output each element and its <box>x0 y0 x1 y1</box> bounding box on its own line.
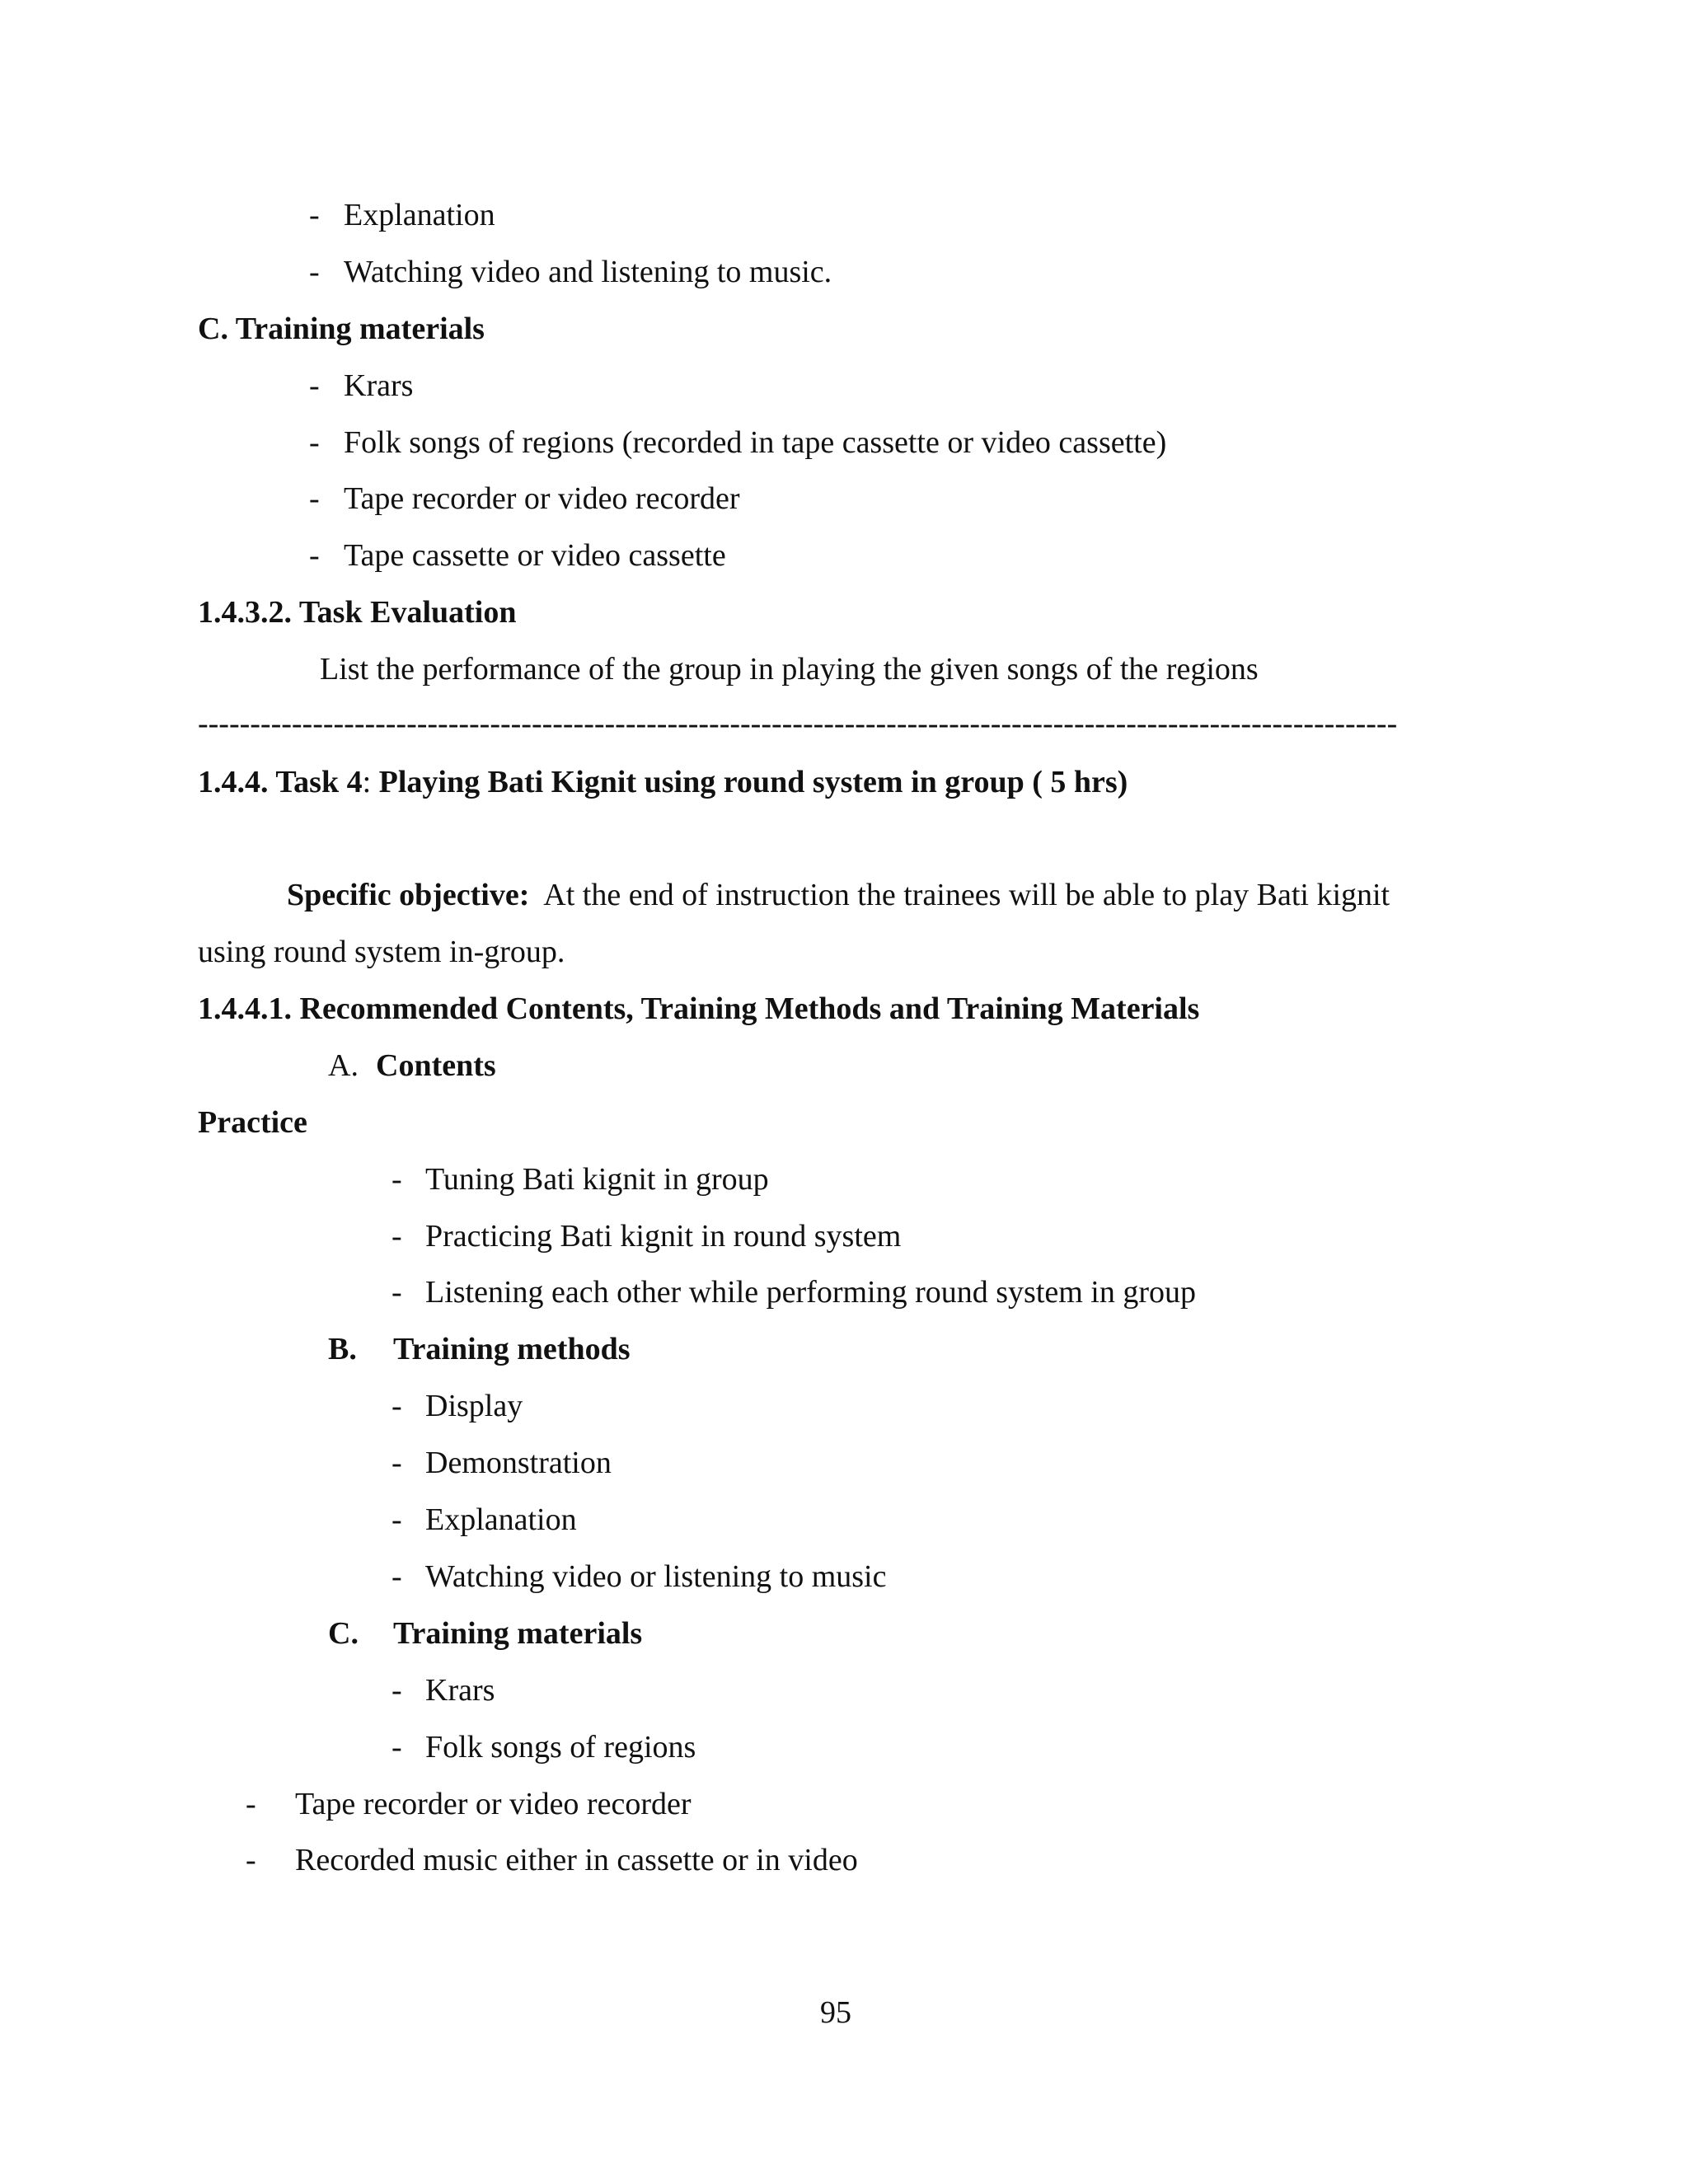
list-item: Explanation <box>425 1502 577 1537</box>
dashed-separator: ------------------------------------------------------------------------------------------------------------------- <box>198 706 1398 741</box>
practice-heading: Practice <box>198 1105 307 1140</box>
task-heading <box>198 763 1128 801</box>
methods-letter: B. <box>328 1332 357 1366</box>
contents-label: Contents <box>376 1048 496 1083</box>
bullet-dash: - <box>246 1787 256 1821</box>
list-item: Explanation <box>344 198 495 232</box>
page-number: 95 <box>820 1995 851 2030</box>
bullet-dash: - <box>392 1162 402 1197</box>
list-item: Tape cassette or video cassette <box>344 538 726 573</box>
section-heading: 1.4.4.1. Recommended Contents, Training Methods and Training Materials <box>198 991 1200 1026</box>
bullet-dash: - <box>309 255 320 289</box>
objective-text: At the end of instruction the trainees will be able to play Bati kignit <box>529 878 1390 912</box>
bullet-dash: - <box>392 1502 402 1537</box>
paragraph: List the performance of the group in playing the given songs of the regions <box>320 652 1259 687</box>
bullet-dash: - <box>309 368 320 403</box>
list-item: Tuning Bati kignit in group <box>425 1162 769 1197</box>
bullet-dash: - <box>392 1275 402 1310</box>
objective-line <box>287 876 1390 914</box>
bullet-dash: - <box>392 1446 402 1480</box>
list-item: Krars <box>344 368 414 403</box>
list-item: Recorded music either in cassette or in video <box>295 1843 858 1877</box>
task-colon: : <box>362 765 379 799</box>
methods-label: Training methods <box>393 1332 631 1366</box>
list-item: Folk songs of regions (recorded in tape cassette or video cassette) <box>344 425 1167 460</box>
objective-label: Specific objective: <box>287 878 530 912</box>
objective-continued: using round system in-group. <box>198 935 565 969</box>
bullet-dash: - <box>246 1843 256 1877</box>
bullet-dash: - <box>309 425 320 460</box>
task-title: Playing Bati Kignit using round system in group ( 5 hrs) <box>378 765 1128 799</box>
bullet-dash: - <box>309 538 320 573</box>
section-heading: 1.4.3.2. Task Evaluation <box>198 595 517 630</box>
contents-letter: A. <box>328 1048 359 1083</box>
bullet-dash: - <box>392 1730 402 1765</box>
bullet-dash: - <box>392 1219 402 1254</box>
list-item: Listening each other while performing round system in group <box>425 1275 1197 1310</box>
list-item: Demonstration <box>425 1446 612 1480</box>
bullet-dash: - <box>392 1673 402 1708</box>
list-item: Watching video and listening to music. <box>344 255 832 289</box>
list-item: Tape recorder or video recorder <box>344 481 740 516</box>
materials-letter: C. <box>328 1616 359 1651</box>
list-item: Tape recorder or video recorder <box>295 1787 692 1821</box>
list-item: Watching video or listening to music <box>425 1559 887 1594</box>
bullet-dash: - <box>309 198 320 232</box>
section-heading: C. Training materials <box>198 312 485 346</box>
list-item: Krars <box>425 1673 495 1708</box>
list-item: Practicing Bati kignit in round system <box>425 1219 902 1254</box>
list-item: Folk songs of regions <box>425 1730 696 1765</box>
task-number: 1.4.4. Task 4 <box>198 765 363 799</box>
materials-label: Training materials <box>393 1616 643 1651</box>
bullet-dash: - <box>392 1389 402 1423</box>
bullet-dash: - <box>392 1559 402 1594</box>
list-item: Display <box>425 1389 523 1423</box>
bullet-dash: - <box>309 481 320 516</box>
